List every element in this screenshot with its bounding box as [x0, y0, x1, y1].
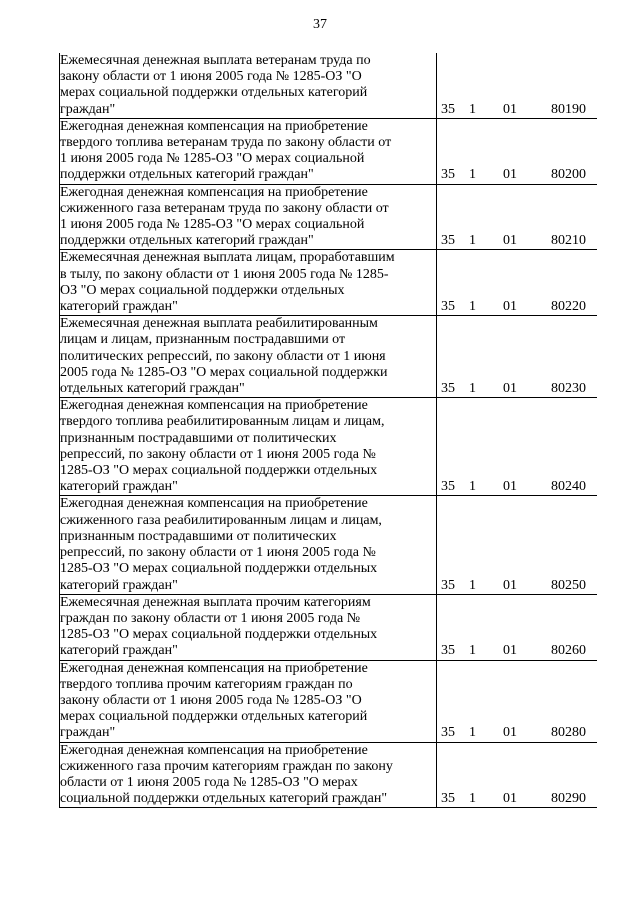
direction-code: 80210: [551, 184, 597, 250]
table-row: [60, 118, 598, 184]
expense-description: [60, 53, 437, 118]
description-line: 1285-ОЗ "О мерах социальной поддержки отдельных: [60, 561, 378, 577]
description-line: признанным пострадавшими от политических: [60, 430, 337, 446]
expense-description: [60, 742, 437, 808]
main-activity-code: 01: [495, 398, 551, 496]
program-code: 35: [437, 316, 466, 398]
expense-description: [60, 398, 437, 496]
description-line: категорий граждан": [60, 643, 178, 659]
description-line: Ежемесячная денежная выплата ветеранам труда по: [60, 53, 371, 68]
program-code: 35: [437, 496, 466, 594]
direction-code: 80220: [551, 250, 597, 316]
description-line: ОЗ "О мерах социальной поддержки отдельных: [60, 282, 345, 298]
main-activity-code: 01: [495, 594, 551, 660]
description-line: категорий граждан": [60, 299, 178, 315]
main-activity-code: 01: [495, 316, 551, 398]
table-row: [60, 594, 598, 660]
table-row: [60, 660, 598, 742]
page-number: 37: [313, 17, 327, 32]
program-code: 35: [437, 53, 466, 118]
description-line: категорий граждан": [60, 577, 178, 593]
description-line: 1285-ОЗ "О мерах социальной поддержки отдельных: [60, 463, 378, 479]
program-code: 35: [437, 118, 466, 184]
description-line: сжиженного газа реабилитированным лицам и лицам,: [60, 512, 382, 528]
description-line: твердого топлива ветеранам труда по закону области от: [60, 135, 392, 151]
description-line: Ежегодная денежная компенсация на приобретение: [60, 660, 368, 676]
table-row: [60, 496, 598, 594]
description-line: Ежемесячная денежная выплата прочим категориям: [60, 594, 371, 610]
budget-classification-table: [59, 53, 597, 808]
description-line: Ежемесячная денежная выплата лицам, проработавшим: [60, 250, 395, 266]
direction-code: 80230: [551, 316, 597, 398]
table-row: [60, 53, 598, 118]
program-code: 35: [437, 250, 466, 316]
direction-code: 80240: [551, 398, 597, 496]
subprogram-code: 1: [465, 118, 495, 184]
description-line: Ежегодная денежная компенсация на приобретение: [60, 118, 368, 134]
expense-description: [60, 250, 437, 316]
main-activity-code: 01: [495, 53, 551, 118]
description-line: закону области от 1 июня 2005 года № 1285-ОЗ "О: [60, 69, 362, 85]
table-row: [60, 184, 598, 250]
description-line: граждан": [60, 725, 116, 741]
description-line: поддержки отдельных категорий граждан": [60, 167, 314, 183]
subprogram-code: 1: [465, 594, 495, 660]
main-activity-code: 01: [495, 184, 551, 250]
direction-code: 80250: [551, 496, 597, 594]
description-line: признанным пострадавшими от политических: [60, 528, 337, 544]
description-line: 2005 года № 1285-ОЗ "О мерах социальной поддержки: [60, 364, 388, 380]
description-line: 1285-ОЗ "О мерах социальной поддержки отдельных: [60, 627, 378, 643]
description-line: сжиженного газа прочим категориям граждан по закону: [60, 758, 393, 774]
description-line: закону области от 1 июня 2005 года № 1285-ОЗ "О: [60, 692, 362, 708]
subprogram-code: 1: [465, 398, 495, 496]
description-line: репрессий, по закону области от 1 июня 2005 года №: [60, 446, 376, 462]
subprogram-code: 1: [465, 496, 495, 594]
direction-code: 80200: [551, 118, 597, 184]
description-line: лицам и лицам, признанным пострадавшими от: [60, 332, 346, 348]
description-line: Ежегодная денежная компенсация на приобретение: [60, 742, 368, 758]
description-line: отдельных категорий граждан": [60, 381, 245, 397]
main-activity-code: 01: [495, 250, 551, 316]
subprogram-code: 1: [465, 660, 495, 742]
description-line: поддержки отдельных категорий граждан": [60, 233, 314, 249]
description-line: в тылу, по закону области от 1 июня 2005 года № 1285-: [60, 266, 389, 282]
description-line: Ежегодная денежная компенсация на приобретение: [60, 496, 368, 512]
description-line: категорий граждан": [60, 479, 178, 495]
main-activity-code: 01: [495, 660, 551, 742]
description-line: мерах социальной поддержки отдельных категорий: [60, 85, 368, 101]
expense-description: [60, 316, 437, 398]
description-line: 1 июня 2005 года № 1285-ОЗ "О мерах социальной: [60, 151, 365, 167]
table-row: [60, 742, 598, 808]
program-code: 35: [437, 184, 466, 250]
description-line: политических репрессий, по закону области от 1 июня: [60, 348, 386, 364]
expense-description: [60, 594, 437, 660]
description-line: мерах социальной поддержки отдельных категорий: [60, 709, 368, 725]
description-line: области от 1 июня 2005 года № 1285-ОЗ "О мерах: [60, 774, 358, 790]
main-activity-code: 01: [495, 496, 551, 594]
direction-code: 80280: [551, 660, 597, 742]
description-line: Ежемесячная денежная выплата реабилитированным: [60, 316, 378, 332]
description-line: Ежегодная денежная компенсация на приобретение: [60, 398, 368, 414]
description-line: репрессий, по закону области от 1 июня 2005 года №: [60, 545, 376, 561]
table-body: [60, 53, 598, 808]
table-row: [60, 398, 598, 496]
program-code: 35: [437, 660, 466, 742]
main-activity-code: 01: [495, 742, 551, 808]
subprogram-code: 1: [465, 184, 495, 250]
subprogram-code: 1: [465, 742, 495, 808]
description-line: 1 июня 2005 года № 1285-ОЗ "О мерах социальной: [60, 217, 365, 233]
expense-description: [60, 660, 437, 742]
description-line: граждан по закону области от 1 июня 2005 года №: [60, 610, 361, 626]
program-code: 35: [437, 594, 466, 660]
main-activity-code: 01: [495, 118, 551, 184]
direction-code: 80190: [551, 53, 597, 118]
program-code: 35: [437, 398, 466, 496]
description-line: твердого топлива реабилитированным лицам и лицам,: [60, 414, 385, 430]
direction-code: 80260: [551, 594, 597, 660]
description-line: граждан": [60, 101, 116, 117]
description-line: социальной поддержки отдельных категорий граждан": [60, 791, 388, 807]
expense-description: [60, 496, 437, 594]
table-row: [60, 250, 598, 316]
description-line: твердого топлива прочим категориям граждан по: [60, 676, 353, 692]
table-row: [60, 316, 598, 398]
subprogram-code: 1: [465, 53, 495, 118]
direction-code: 80290: [551, 742, 597, 808]
program-code: 35: [437, 742, 466, 808]
expense-description: [60, 184, 437, 250]
description-line: сжиженного газа ветеранам труда по закону области от: [60, 200, 389, 216]
expense-description: [60, 118, 437, 184]
subprogram-code: 1: [465, 316, 495, 398]
subprogram-code: 1: [465, 250, 495, 316]
description-line: Ежегодная денежная компенсация на приобретение: [60, 184, 368, 200]
